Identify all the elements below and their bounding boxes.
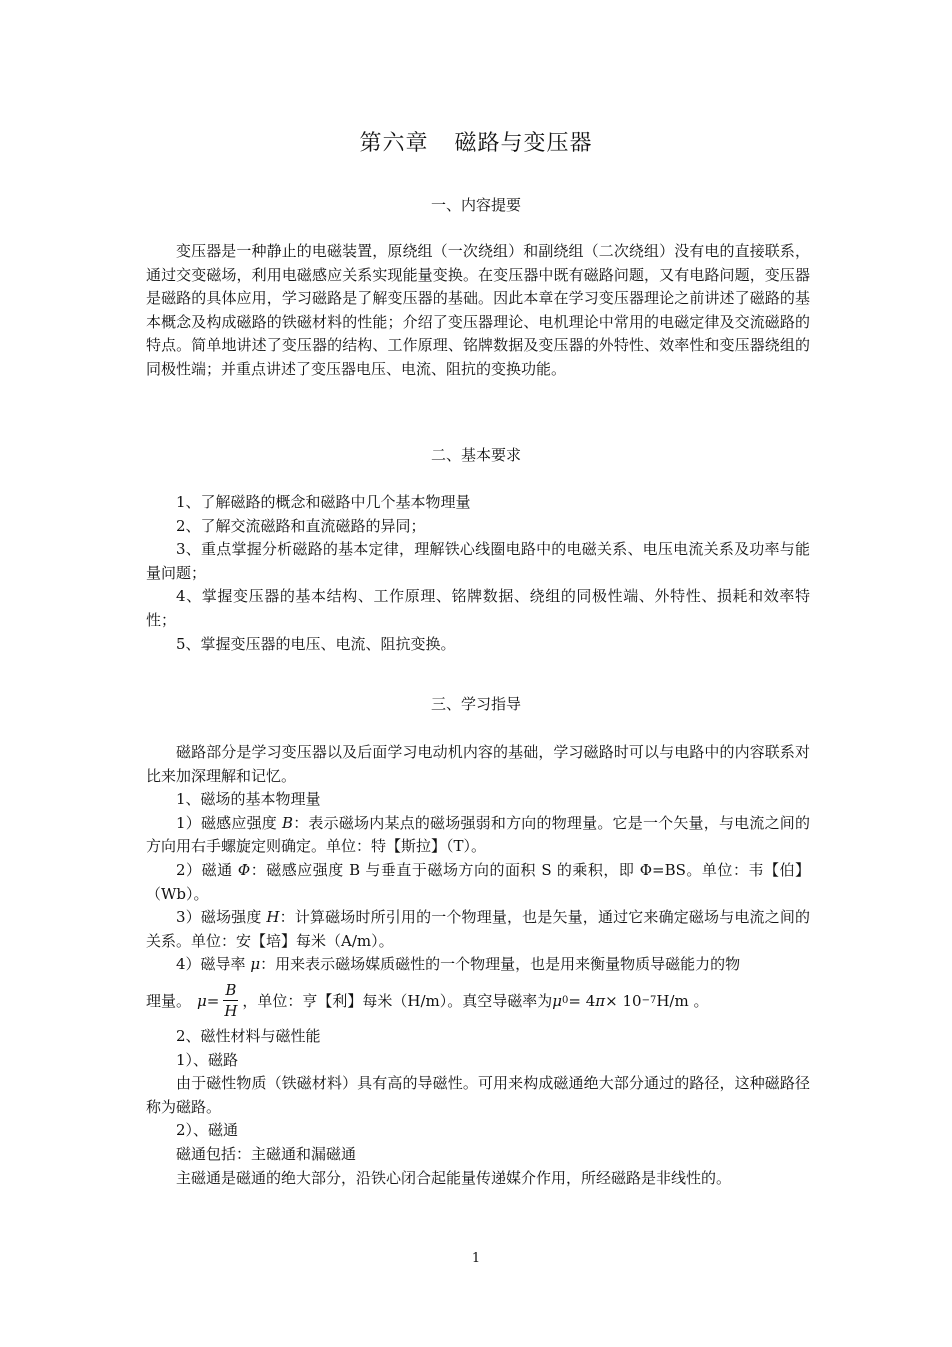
guide-paragraph: 由于磁性物质（铁磁材料）具有高的导磁性。可用来构成磁通绝大部分通过的路径，这种磁路径称为磁路。 [146,1074,810,1116]
list-item: 2、了解交流磁路和直流磁路的异同； [176,516,426,535]
summary-section [146,240,810,382]
section-heading-summary: 一、内容提要 [430,196,521,214]
list-item: 4、掌握变压器的基本结构、工作原理、铭牌数据、绕组的同极性端、外特性、损耗和效率特性； [146,587,810,629]
subheading: 2、磁性材料与磁性能 [176,1026,321,1045]
guide-paragraph: 磁通包括：主磁通和漏磁通 [176,1144,357,1163]
list-item: 3、重点掌握分析磁路的基本定律，理解铁心线圈电路中的电磁关系、电压电流关系及功率与能量问题； [146,540,810,582]
page-number: 1 [471,1251,481,1266]
guide-paragraph: 2）磁通 Φ：磁感应强度 B 与垂直于磁场方向的面积 S 的乘积，即 Φ=BS。单位：韦【伯】（Wb）。 [146,860,811,903]
chapter-name: 磁路与变压器 [454,131,593,156]
subheading: 2）、磁通 [176,1121,239,1140]
subheading: 1、磁场的基本物理量 [176,790,321,809]
guide-paragraph: 4）磁导率 μ：用来表示磁场媒质磁性的一个物理量，也是用来衡量物质导磁能力的物 [176,955,741,974]
list-item: 1、了解磁路的概念和磁路中几个基本物理量 [176,493,471,511]
permeability-formula-line: 理量。 μ = $\frac{B}{H}$ ，单位：亨【利】每米（H/m）。真空导磁率为 μ 0 = 4 π × 10 −7 H/m 。 [146,981,709,1021]
guide-paragraph: 3）磁场强度 H：计算磁场时所引用的一个物理量，也是矢量，通过它来确定磁场与电流之间的关系。单位：安【培】每米（A/m）。 [146,908,811,950]
section-heading-requirements: 二、基本要求 [430,446,521,464]
section-heading-guide: 三、学习指导 [430,695,521,713]
guide-section [146,741,810,1190]
summary-paragraph: 变压器是一种静止的电磁装置，原绕组（一次绕组）和副绕组（二次绕组）没有电的直接联系，通过交变磁场，利用电磁感应关系实现能量变换。在变压器中既有磁路问题，又有电路问题，变压器是磁路的具体应用，学习磁路是了解变压器的基础。因此本章在学习变压器理论之前讲述了磁路的基本概念及构成磁路的铁磁材料的性能；介绍了变压器理论、电机理论中常用的电磁定律及交流磁路的特点。简单地讲述了变压器的结构、工作原理、铭牌数据及变压器的外特性、效率性和变压器绕组的同极性端；并重点讲述了变压器电压、电流、阻抗的变换功能。 [146,242,810,378]
subheading: 1）、磁路 [176,1050,239,1069]
chapter-title [0,126,952,157]
guide-paragraph: 1）磁感应强度 B：表示磁场内某点的磁场强弱和方向的物理量。它是一个矢量，与电流之间的方向用右手螺旋定则确定。单位：特【斯拉】（T）。 [146,813,810,856]
guide-paragraph: 主磁通是磁通的绝大部分，沿铁心闭合起能量传递媒介作用，所经磁路是非线性的。 [176,1168,732,1187]
formula-fraction: $\frac{B}{H}$ [224,981,238,1021]
requirements-list [146,491,810,656]
chapter-number: 第六章 [359,131,429,156]
list-item: 5、掌握变压器的电压、电流、阻抗变换。 [176,634,456,653]
guide-intro: 磁路部分是学习变压器以及后面学习电动机内容的基础，学习磁路时可以与电路中的内容联系对比来加深理解和记忆。 [146,743,810,785]
